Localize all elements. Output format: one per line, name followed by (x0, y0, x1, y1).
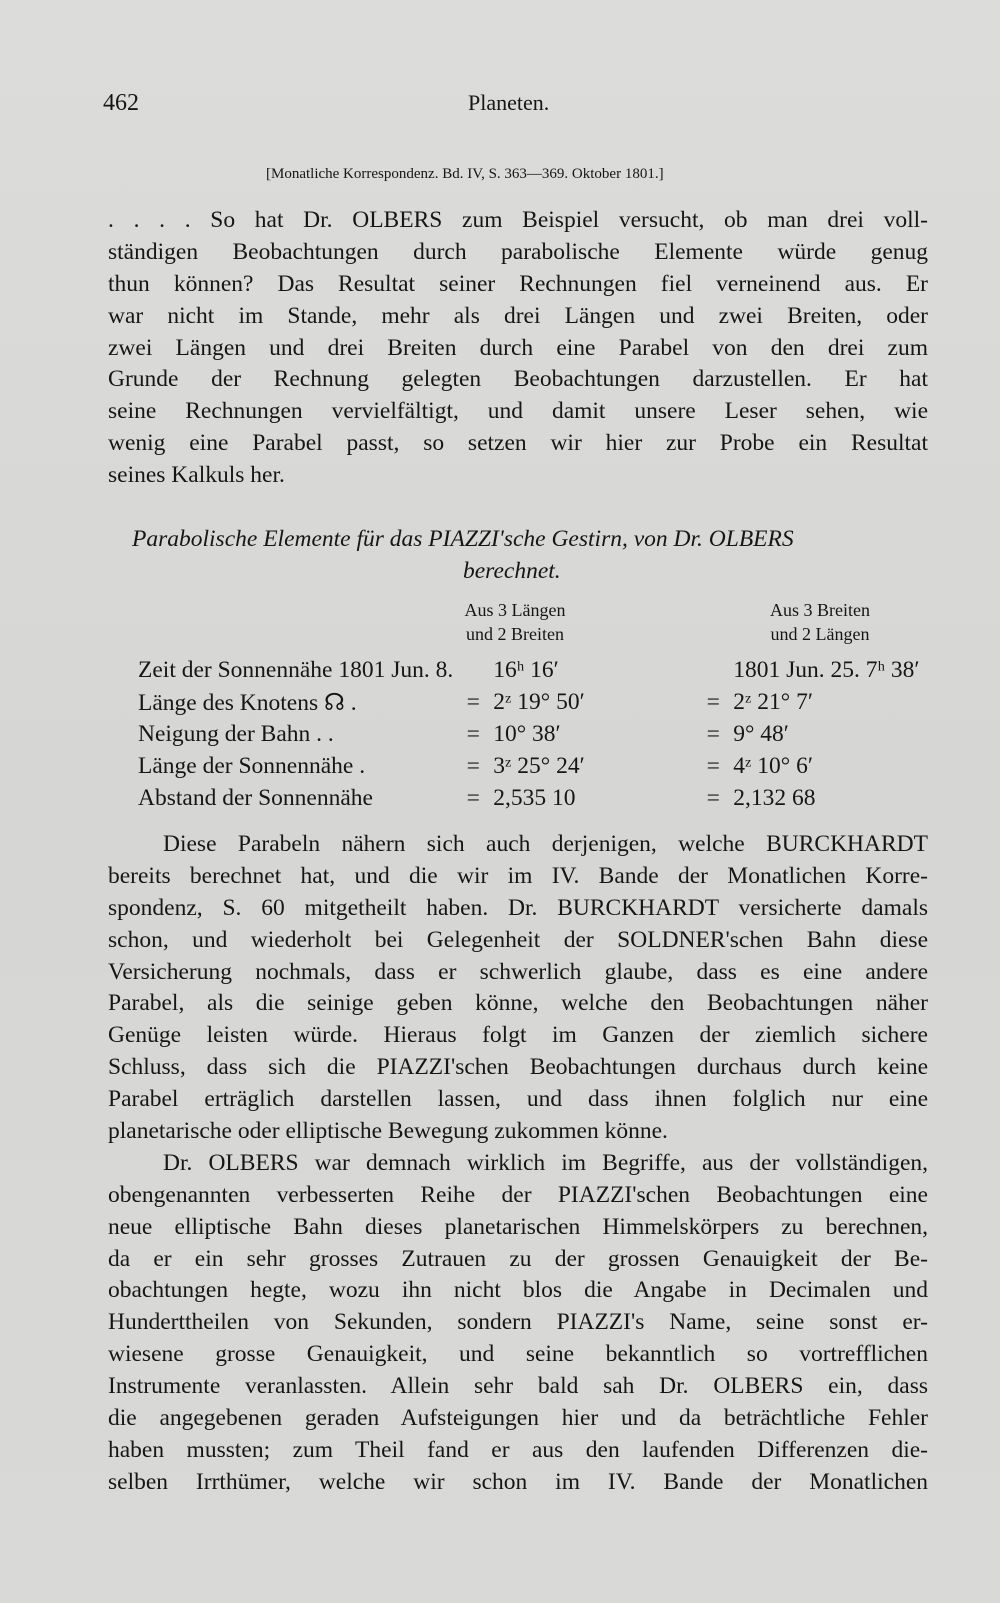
table-cell-eq1: = (466, 784, 480, 811)
text-line: die angegebenen geraden Aufsteigungen hier und da beträchtliche Fehler (108, 1405, 928, 1432)
table-cell-eq1 (453, 654, 493, 686)
table-cell-label: Abstand der Sonnennähe (138, 784, 373, 811)
text-line: obengenannten verbesserten Reihe der PIAZZI'schen Beobachtungen eine (108, 1181, 928, 1208)
paragraph-1 (108, 205, 928, 492)
table-cell-label: Länge der Sonnennähe . (138, 752, 366, 779)
text-line: Grunde der Rechnung gelegten Beobachtungen darzustellen. Er hat (108, 366, 928, 393)
text-line: spondenz, S. 60 mitgetheilt haben. Dr. BURCKHARDT versicherte damals (108, 894, 928, 921)
table-caption-line-2: berechnet. (463, 558, 561, 584)
text-line: Instrumente veranlassten. Allein sehr bald sah Dr. OLBERS ein, dass (108, 1373, 928, 1400)
text-line: bereits berechnet hat, und die wir im IV. Bande der Monatlichen Korre- (108, 862, 928, 889)
table-cell-v1: 10° 38′ (493, 720, 561, 747)
paragraph-2 (108, 829, 928, 1499)
running-title: Planeten. (468, 90, 550, 115)
text-line: schon, und wiederholt bei Gelegenheit der SOLDNER'schen Bahn diese (108, 926, 928, 953)
table-row (138, 782, 920, 814)
table-cell-v2: 1801 Jun. 25. 7ʰ 38′ (733, 656, 920, 683)
table-cell-v2: 4ᶻ 10° 6′ (733, 752, 813, 779)
text-line: ständigen Beobachtungen durch parabolische Elemente würde genug (108, 238, 928, 265)
table-cell-label: Zeit der Sonnennähe 1801 Jun. 8. (138, 656, 454, 683)
text-line: Dr. OLBERS war demnach wirklich im Begriffe, aus der vollständigen, (163, 1149, 928, 1176)
table-cell-eq2: = (706, 784, 720, 811)
text-line: planetarische oder elliptische Bewegung zukommen könne. (108, 1118, 668, 1145)
elements-table (138, 654, 920, 814)
text-line: Parabel, als die seinige geben könne, welche den Beobachtungen näher (108, 990, 928, 1017)
table-cell-label: Neigung der Bahn . . (138, 720, 334, 747)
table-cell-eq1: = (466, 752, 480, 779)
table-cell-eq2: = (706, 720, 720, 747)
text-line: wenig eine Parabel passt, so setzen wir hier zur Probe ein Resultat (108, 430, 928, 457)
table-cell-v1: 2ᶻ 19° 50′ (493, 688, 585, 715)
table-cell-eq2 (693, 654, 733, 686)
text-line: haben mussten; zum Theil fand er aus den laufenden Differenzen die- (108, 1436, 928, 1463)
table-row (138, 750, 920, 782)
text-line: obachtungen hegte, wozu ihn nicht blos die Angabe in Decimalen und (108, 1277, 928, 1304)
source-note: [Monatliche Korrespondenz. Bd. IV, S. 363—369. Oktober 1801.] (266, 166, 664, 182)
table-caption: Parabolische Elemente für das PIAZZI'sche Gestirn, von Dr. OLBERS (132, 526, 794, 552)
page-number: 462 (103, 90, 139, 116)
text-line: neue elliptische Bahn dieses planetarischen Himmelskörpers zu berechnen, (108, 1213, 928, 1240)
text-line: wiesene grosse Genauigkeit, und seine bekanntlich so vortrefflichen (108, 1341, 928, 1368)
text-line: Versicherung nochmals, dass er schwerlich glaube, dass es eine andere (108, 958, 928, 985)
table-cell-v2: 9° 48′ (733, 720, 789, 747)
table-cell-label: Länge des Knotens ☊ . (138, 689, 357, 716)
table-row (138, 686, 920, 718)
text-line: da er ein sehr grosses Zutrauen zu der grossen Genauigkeit der Be- (108, 1245, 928, 1272)
text-line: Genüge leisten würde. Hieraus folgt im Ganzen der ziemlich sichere (108, 1022, 928, 1049)
column-header-1: Aus 3 Längen und 2 Breiten (464, 600, 566, 644)
table-cell-v2: 2,132 68 (733, 784, 816, 811)
column-header-2: Aus 3 Breiten und 2 Längen (770, 600, 870, 644)
text-line: selben Irrthümer, welche wir schon im IV. Bande der Monatlichen (108, 1468, 928, 1495)
text-line: war nicht im Stande, mehr als drei Längen und zwei Breiten, oder (108, 302, 928, 329)
text-line: Hunderttheilen von Sekunden, sondern PIAZZI's Name, seine sonst er- (108, 1309, 928, 1336)
text-line: Diese Parabeln nähern sich auch derjenigen, welche BURCKHARDT (163, 831, 928, 857)
table-cell-eq2: = (706, 752, 720, 779)
table-cell-eq2: = (706, 688, 720, 715)
text-line: Schluss, dass sich die PIAZZI'schen Beobachtungen durchaus durch keine (108, 1054, 928, 1081)
table-cell-v1: 3ᶻ 25° 24′ (493, 752, 585, 779)
table-cell-v1: 2,535 10 (493, 784, 576, 811)
text-line: seines Kalkuls her. (108, 462, 285, 489)
table-row (138, 654, 920, 686)
text-line: . . . . So hat Dr. OLBERS zum Beispiel versucht, ob man drei voll- (108, 207, 928, 233)
table-cell-v1: 16ʰ 16′ (493, 656, 559, 683)
table-row (138, 718, 920, 750)
table-cell-eq1: = (466, 688, 480, 715)
text-line: seine Rechnungen vervielfältigt, und damit unsere Leser sehen, wie (108, 398, 928, 425)
text-line: Parabel erträglich darstellen lassen, und dass ihnen folglich nur eine (108, 1086, 928, 1113)
text-line: zwei Längen und drei Breiten durch eine Parabel von den drei zum (108, 334, 928, 361)
table-cell-v2: 2ᶻ 21° 7′ (733, 688, 813, 715)
text-line: thun können? Das Resultat seiner Rechnungen fiel verneinend aus. Er (108, 270, 928, 297)
table-cell-eq1: = (466, 720, 480, 747)
